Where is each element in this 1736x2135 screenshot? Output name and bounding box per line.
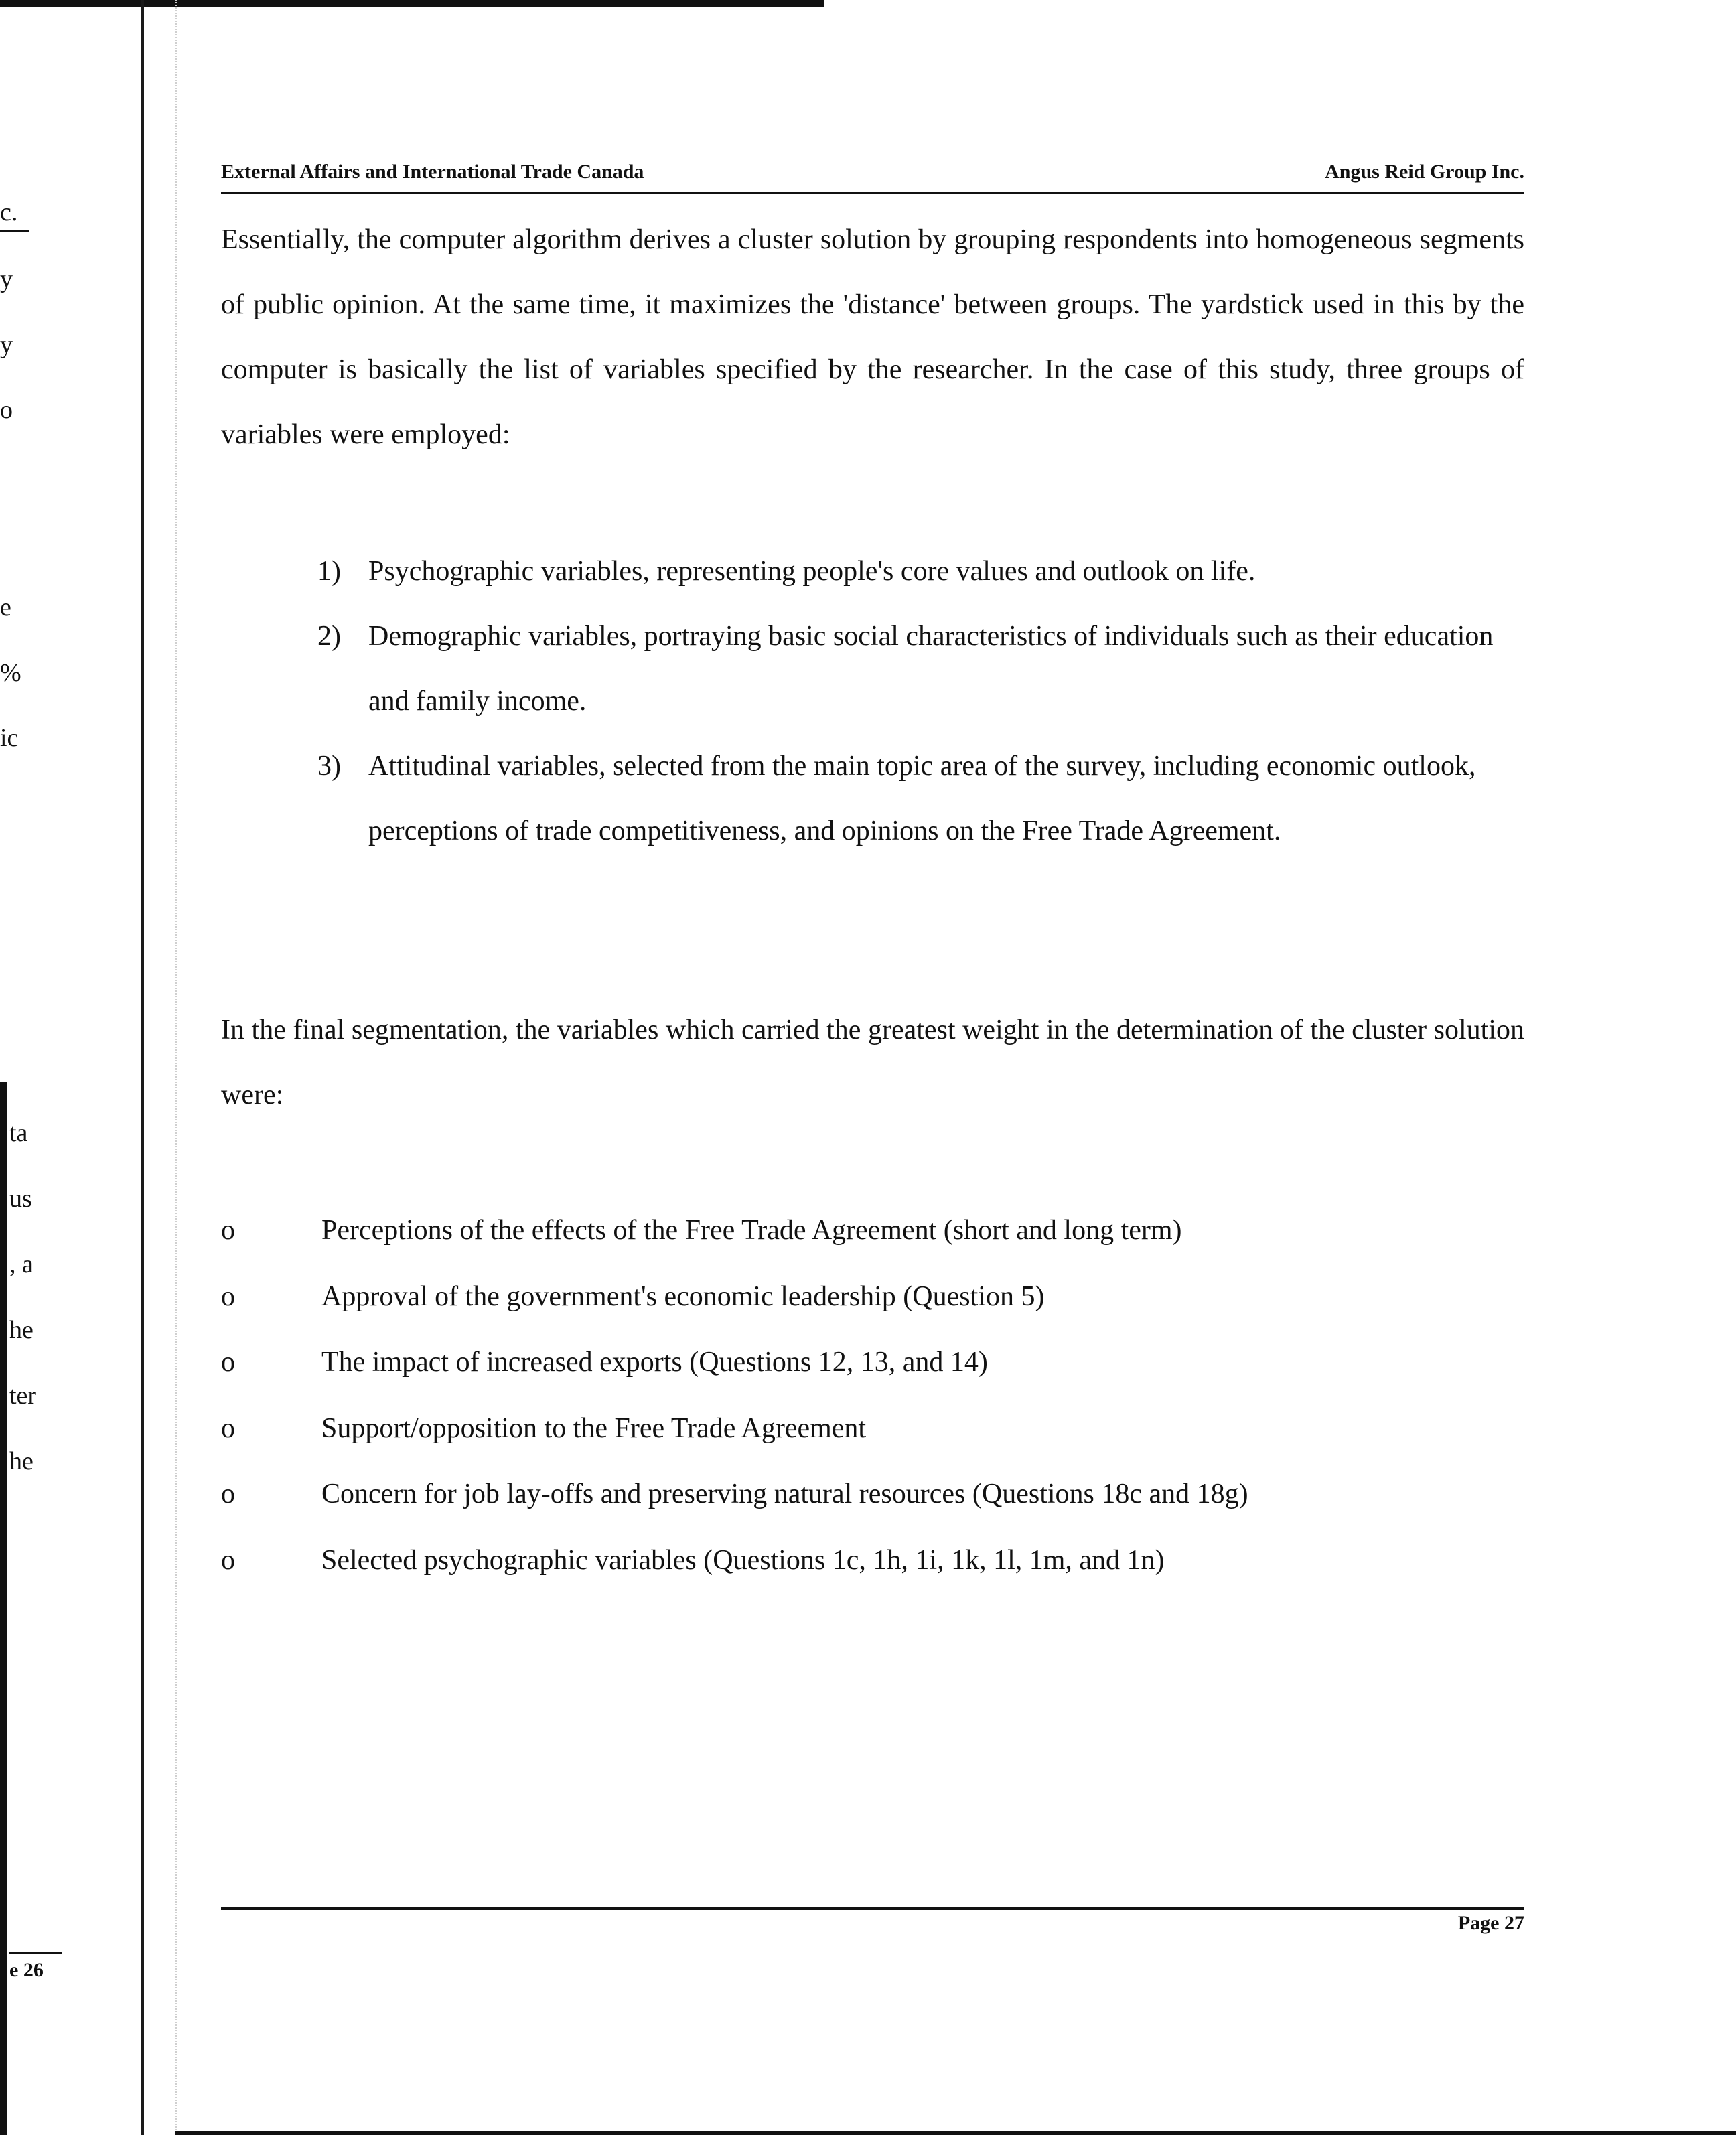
bullet-marker: o bbox=[221, 1544, 235, 1576]
prev-page-fragment: he bbox=[9, 1316, 33, 1344]
list-number: 3) bbox=[317, 751, 341, 782]
segmentation-paragraph: In the final segmentation, the variables which carried the greatest weight in the determination of the cluster solution were: bbox=[221, 1015, 1524, 1110]
intro-paragraph: Essentially, the computer algorithm derives a cluster solution by grouping respondents into homogeneous segments of public opinion. At the same time, it maximizes the 'distance' between groups. The yardstick used in this by the computer is basically the list of variables specified by the researcher. In the case of this study, three groups of variables were employed: bbox=[221, 224, 1524, 450]
prev-page-fragment: % bbox=[0, 659, 21, 687]
list-item bbox=[221, 1528, 1524, 1594]
header-rule bbox=[221, 192, 1524, 194]
prev-page-fragment: c. bbox=[0, 198, 18, 226]
bullet-marker: o bbox=[221, 1412, 235, 1444]
list-text: Concern for job lay-offs and preserving natural resources (Questions 18c and 18g) bbox=[321, 1479, 1248, 1510]
prev-page-fragment: , a bbox=[9, 1250, 33, 1278]
list-item bbox=[221, 1264, 1524, 1330]
list-number: 1) bbox=[317, 556, 341, 587]
prev-page-fragment: ter bbox=[9, 1382, 37, 1410]
list-text: Perceptions of the effects of the Free Trade Agreement (short and long term) bbox=[321, 1215, 1182, 1246]
list-item bbox=[317, 734, 1524, 864]
list-item bbox=[317, 539, 1524, 604]
list-text: Support/opposition to the Free Trade Agreement bbox=[321, 1412, 867, 1444]
bullet-marker: o bbox=[221, 1280, 235, 1312]
prev-page-fragment: y bbox=[0, 265, 13, 293]
list-text: Demographic variables, portraying basic social characteristics of individuals such as their education and family income. bbox=[368, 621, 1494, 717]
bullet-marker: o bbox=[221, 1347, 235, 1378]
prev-page-rule bbox=[0, 230, 29, 232]
variable-groups-list bbox=[317, 539, 1524, 864]
prev-page-number: e 26 bbox=[9, 1959, 44, 1981]
header-organization: External Affairs and International Trade Canada bbox=[221, 161, 644, 183]
prev-page-fragment: us bbox=[9, 1185, 32, 1213]
scan-left-gutter bbox=[0, 1082, 7, 2135]
list-item bbox=[221, 1197, 1524, 1264]
prev-page-fragment: he bbox=[9, 1447, 33, 1475]
list-item bbox=[221, 1461, 1524, 1528]
scan-fold-line bbox=[175, 0, 177, 2135]
prev-page-rule bbox=[9, 1952, 62, 1954]
list-text: The impact of increased exports (Questions 12, 13, and 14) bbox=[321, 1347, 988, 1378]
list-item bbox=[221, 1329, 1524, 1396]
prev-page-fragment: ic bbox=[0, 724, 19, 752]
bullet-marker: o bbox=[221, 1479, 235, 1510]
list-text: Attitudinal variables, selected from the main topic area of the survey, including economic outlook, perceptions of trade competitiveness, and opinions on the Free Trade Agreement. bbox=[368, 751, 1476, 846]
scan-top-border bbox=[0, 0, 824, 7]
weighted-variables-list bbox=[221, 1197, 1524, 1593]
header-firm: Angus Reid Group Inc. bbox=[1325, 161, 1524, 183]
list-number: 2) bbox=[317, 621, 341, 652]
prev-page-fragment: ta bbox=[9, 1119, 28, 1147]
list-text: Selected psychographic variables (Questions 1c, 1h, 1i, 1k, 1l, 1m, and 1n) bbox=[321, 1544, 1165, 1576]
footer-rule bbox=[221, 1907, 1524, 1910]
scan-bottom-border bbox=[175, 2131, 1736, 2135]
prev-page-fragment: o bbox=[0, 396, 13, 424]
prev-page-fragment: e bbox=[0, 593, 11, 621]
scan-page-edge bbox=[141, 0, 144, 2135]
prev-page-fragment: y bbox=[0, 331, 13, 359]
running-header bbox=[221, 161, 1524, 189]
list-text: Approval of the government's economic leadership (Question 5) bbox=[321, 1280, 1045, 1312]
bullet-marker: o bbox=[221, 1215, 235, 1246]
list-item bbox=[317, 604, 1524, 734]
list-text: Psychographic variables, representing people's core values and outlook on life. bbox=[368, 556, 1256, 587]
list-item bbox=[221, 1396, 1524, 1462]
page-number: Page 27 bbox=[1457, 1912, 1524, 1934]
